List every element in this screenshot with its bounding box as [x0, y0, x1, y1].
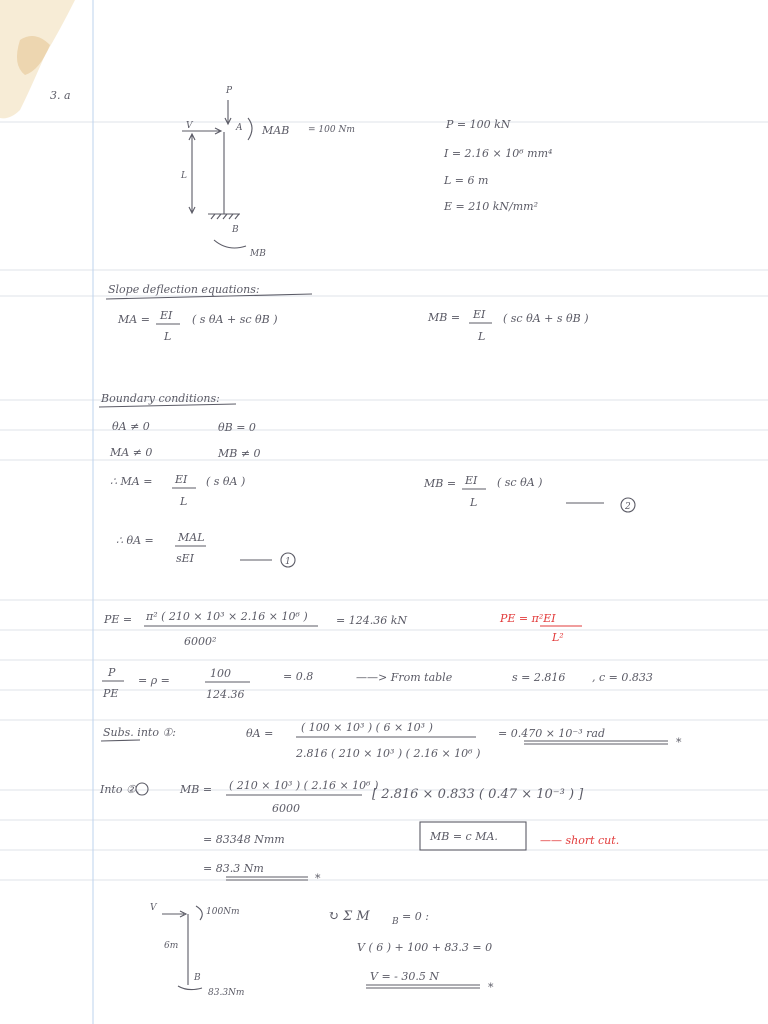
ratio-result: = 0.8 — [283, 670, 314, 683]
ratio-rho: = ρ = — [138, 674, 170, 687]
into2-mb: MB = — [180, 783, 213, 796]
ma-eq-right: ( s θA + sc θB ) — [192, 313, 278, 326]
moment-sum-zero: = 0 : — [402, 910, 429, 923]
table-lookup-text: ——> From table — [356, 671, 453, 684]
mb-simplified-den: L — [470, 496, 478, 509]
ratio-p: P — [108, 666, 116, 679]
slope-deflection-heading: Slope deflection equations: — [108, 283, 260, 296]
pe-num: π² ( 210 × 10³ × 2.16 × 10⁶ ) — [146, 610, 308, 623]
theta-a-star: * — [676, 736, 682, 749]
given-i: I = 2.16 × 10⁶ mm⁴ — [444, 147, 553, 160]
ma-simplified-num: EI — [175, 473, 188, 486]
ma-simplified-den: L — [180, 495, 188, 508]
pe-left: PE = — [104, 613, 133, 626]
ma-eq-left: MA = — [118, 313, 150, 326]
ma-simplified-left: ∴ MA = — [110, 475, 153, 488]
theta-a-den: sEI — [176, 552, 195, 565]
problem-number: 3. a — [50, 89, 71, 102]
ma-eq-num: EI — [160, 309, 173, 322]
theta-b-condition: θB = 0 — [218, 421, 256, 434]
subs-left: Subs. into ①: — [103, 726, 177, 739]
boundary-heading: Boundary conditions: — [101, 392, 220, 405]
mb-simplified-left: MB = — [424, 477, 457, 490]
shear-result: V = - 30.5 N — [370, 970, 439, 983]
ma-simplified-right: ( s θA ) — [206, 475, 246, 488]
subs-theta: θA = — [246, 727, 274, 740]
free-body-top-moment: 100Nm — [206, 907, 240, 917]
subs-den: 2.816 ( 210 × 10³ ) ( 2.16 × 10⁶ ) — [296, 747, 481, 760]
given-l: L = 6 m — [444, 174, 489, 187]
theta-a-num: MAL — [178, 531, 205, 544]
into2-left: Into ②. — [100, 783, 140, 796]
moment-sum-subscript: B — [392, 917, 399, 927]
s-value: s = 2.816 — [512, 671, 566, 684]
into2-num: ( 210 × 10³ ) ( 2.16 × 10⁶ ) — [229, 779, 379, 792]
mb-simplified-right: ( sc θA ) — [497, 476, 543, 489]
mb-eq-den: L — [478, 330, 486, 343]
pe-den: 6000² — [184, 635, 217, 648]
mb-condition: MB ≠ 0 — [218, 447, 261, 460]
subs-num: ( 100 × 10³ ) ( 6 × 10³ ) — [301, 721, 433, 734]
moment-mab-value: = 100 Nm — [308, 125, 355, 135]
theta-a-condition: θA ≠ 0 — [112, 420, 150, 433]
eq1-tag: 1 — [285, 557, 291, 567]
free-body-v-label: V — [150, 903, 157, 913]
c-value: , c = 0.833 — [592, 671, 653, 684]
given-p: P = 100 kN — [446, 118, 511, 131]
shear-result-star: * — [488, 981, 494, 994]
mb-simplified-num: EI — [465, 474, 478, 487]
shortcut-note: —— short cut. — [540, 834, 620, 847]
ma-eq-den: L — [164, 330, 172, 343]
pe-result: = 124.36 kN — [336, 614, 407, 627]
given-e: E = 210 kN/mm² — [444, 200, 538, 213]
ratio-pe: PE — [103, 687, 119, 700]
mb-nmm: = 83348 Nmm — [203, 833, 285, 846]
into2-bracket: [ 2.816 × 0.833 ( 0.47 × 10⁻³ ) ] — [372, 787, 584, 802]
mb-nm: = 83.3 Nm — [203, 862, 264, 875]
into2-den: 6000 — [272, 802, 300, 815]
theta-a-left: ∴ θA = — [116, 534, 154, 547]
load-p-label: P — [226, 86, 233, 96]
free-body-length: 6m — [164, 941, 179, 951]
moment-mb-label: MB — [250, 249, 266, 259]
free-body-b-label: B — [194, 973, 201, 983]
moment-sum: ↻ Σ M — [328, 909, 370, 924]
shear-v-label: V — [186, 121, 193, 131]
pe-formula-den: L² — [552, 631, 564, 644]
moment-mab-label: MAB — [262, 124, 290, 137]
theta-a-result: = 0.470 × 10⁻³ rad — [498, 727, 605, 740]
mb-nm-star: * — [315, 872, 321, 885]
node-b-label: B — [232, 225, 239, 235]
ma-condition: MA ≠ 0 — [110, 446, 153, 459]
eq2-tag: 2 — [625, 502, 631, 512]
mb-eq-right: ( sc θA + s θB ) — [503, 312, 589, 325]
mb-eq-num: EI — [473, 308, 486, 321]
pe-formula-red: PE = π²EI — [500, 612, 556, 625]
free-body-bottom-moment: 83.3Nm — [208, 988, 245, 998]
shortcut-formula: MB = c MA. — [430, 830, 498, 843]
ratio-den: 124.36 — [206, 688, 245, 701]
ratio-num: 100 — [210, 667, 231, 680]
mb-eq-left: MB = — [428, 311, 461, 324]
length-l-label: L — [181, 171, 187, 181]
equilibrium-equation: V ( 6 ) + 100 + 83.3 = 0 — [357, 941, 493, 954]
node-a-label: A — [236, 123, 243, 133]
